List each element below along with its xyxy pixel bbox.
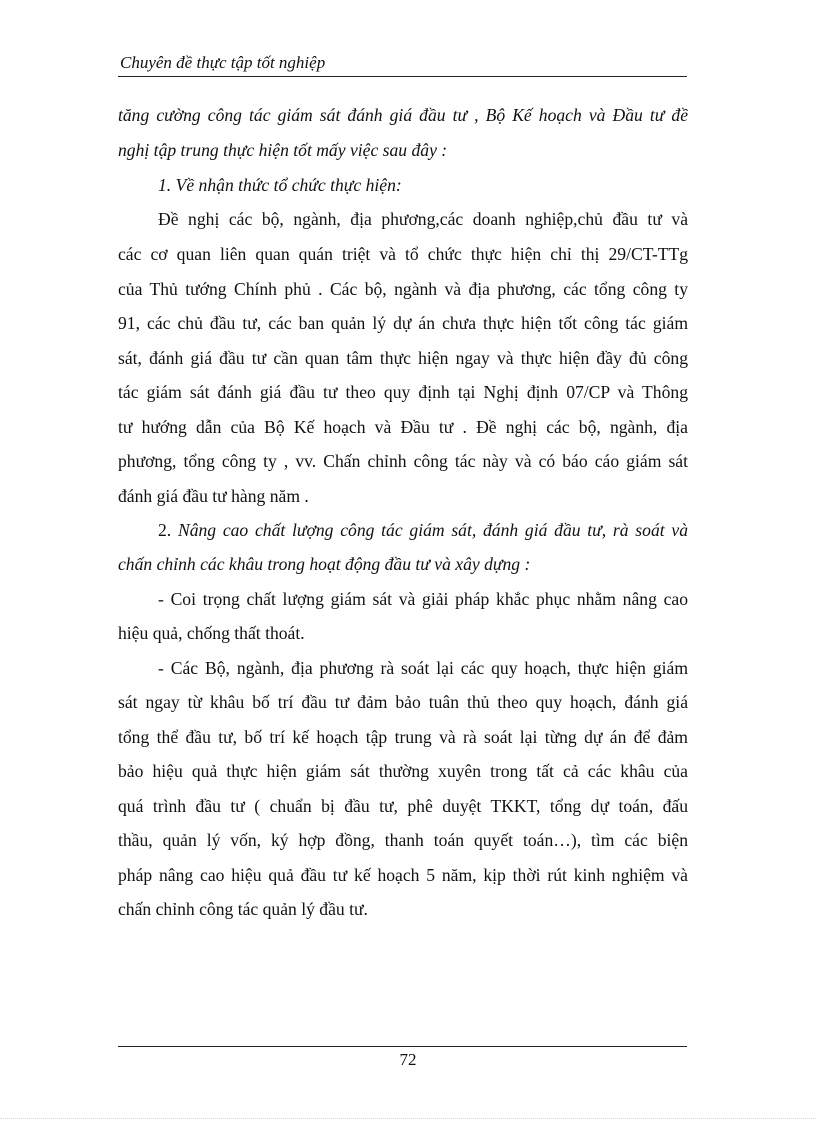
footer-divider: [118, 1046, 687, 1047]
body-line: pháp nâng cao hiệu quả đầu tư kế hoạch 5 năm, kịp thời rút kinh nghiệm và: [118, 865, 688, 885]
body-line: đánh giá đầu tư hàng năm .: [118, 486, 309, 506]
page-number: 72: [399, 1050, 417, 1069]
body-line: tác giám sát đánh giá đầu tư theo quy định tại Nghị định 07/CP và Thông: [118, 382, 688, 402]
body-line: hiệu quả, chống thất thoát.: [118, 623, 305, 643]
header-divider: [118, 76, 687, 77]
body-line: - Các Bộ, ngành, địa phương rà soát lại các quy hoạch, thực hiện giám: [158, 658, 688, 678]
body-line: nghị tập trung thực hiện tốt mấy việc sau đây :: [118, 140, 448, 160]
body-line: Đề nghị các bộ, ngành, địa phương,các doanh nghiệp,chủ đầu tư và: [158, 209, 688, 229]
section-heading-2: [158, 518, 688, 542]
body-line: quá trình đầu tư ( chuẩn bị đầu tư, phê duyệt TKKT, tổng dự toán, đấu: [118, 796, 688, 816]
body-line: phương, tổng công ty , vv. Chấn chỉnh công tác này và có báo cáo giám sát: [118, 451, 688, 471]
body-line: chấn chỉnh công tác quản lý đầu tư.: [118, 899, 368, 919]
body-line: tư hướng dẫn của Bộ Kế hoạch và Đầu tư . Đề nghị các bộ, ngành, địa: [118, 417, 688, 437]
body-line: các cơ quan liên quan quán triệt và tổ chức thực hiện chỉ thị 29/CT-TTg: [118, 244, 688, 264]
body-line: của Thủ tướng Chính phủ . Các bộ, ngành và địa phương, các tổng công ty: [118, 279, 688, 299]
body-line: sát ngay từ khâu bố trí đầu tư đảm bảo tuân thủ theo quy hoạch, đánh giá: [118, 692, 688, 712]
header-title: Chuyên đề thực tập tốt nghiệp: [120, 53, 326, 72]
body-line: tổng thể đầu tư, bố trí kế hoạch tập trung và rà soát lại từng dự án để đảm: [118, 727, 688, 747]
body-line: chấn chỉnh các khâu trong hoạt động đầu tư và xây dựng :: [118, 554, 531, 574]
body-line: thầu, quản lý vốn, ký hợp đồng, thanh toán quyết toán…), tìm các biện: [118, 830, 688, 850]
section-2-title: Nâng cao chất lượng công tác giám sát, đánh giá đầu tư, rà soát và: [177, 520, 688, 540]
body-line: 91, các chủ đầu tư, các ban quản lý dự án chưa thực hiện tốt công tác giám: [118, 313, 688, 333]
body-line: tăng cường công tác giám sát đánh giá đầu tư , Bộ Kế hoạch và Đầu tư đề: [118, 105, 688, 125]
section-heading-1: 1. Về nhận thức tổ chức thực hiện:: [158, 175, 402, 195]
body-line: bảo hiệu quả thực hiện giám sát thường xuyên trong tất cả các khâu của: [118, 761, 688, 781]
page-edge: [0, 1118, 816, 1119]
body-line: sát, đánh giá đầu tư cần quan tâm thực hiện ngay và thực hiện đầy đủ công: [118, 348, 688, 368]
body-line: - Coi trọng chất lượng giám sát và giải pháp khắc phục nhằm nâng cao: [158, 589, 688, 609]
section-2-number: 2.: [158, 520, 172, 540]
